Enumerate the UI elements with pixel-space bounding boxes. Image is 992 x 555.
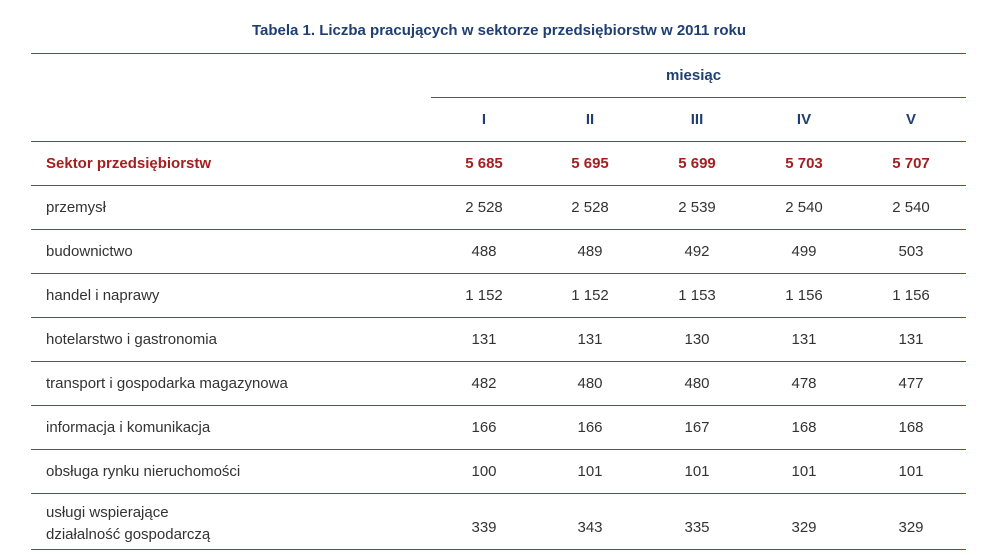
row-label: handel i naprawy [46, 287, 160, 304]
month-header: V [905, 111, 916, 128]
cell-value: 1 156 [785, 287, 823, 304]
month-header: I [481, 111, 487, 128]
month-header: IV [796, 111, 812, 128]
cell-value: 2 540 [892, 199, 930, 216]
month-group-header: miesiąc [666, 67, 722, 84]
cell-value: 478 [791, 375, 817, 392]
cell-value: 480 [577, 375, 603, 392]
cell-value: 5 695 [571, 155, 609, 172]
cell-value: 335 [684, 519, 710, 536]
cell-value: 1 152 [465, 287, 503, 304]
cell-value: 166 [577, 419, 603, 436]
cell-value: 480 [684, 375, 710, 392]
cell-value: 482 [471, 375, 497, 392]
cell-value: 499 [791, 243, 817, 260]
row-rule [31, 229, 966, 230]
header-rule [31, 141, 966, 142]
row-rule [31, 361, 966, 362]
cell-value: 2 528 [465, 199, 503, 216]
row-rule [31, 449, 966, 450]
cell-value: 100 [471, 463, 497, 480]
cell-value: 492 [684, 243, 710, 260]
cell-value: 5 707 [892, 155, 930, 172]
month-header: II [585, 111, 595, 128]
row-label: transport i gospodarka magazynowa [46, 375, 288, 392]
cell-value: 131 [898, 331, 924, 348]
table-title: Tabela 1. Liczba pracujących w sektorze przedsiębiorstw w 2011 roku [251, 22, 747, 39]
top-rule [31, 53, 966, 54]
cell-value: 101 [898, 463, 924, 480]
row-label: informacja i komunikacja [46, 419, 211, 436]
cell-value: 2 540 [785, 199, 823, 216]
row-rule [31, 185, 966, 186]
row-label: usługi wspierające [46, 504, 169, 521]
cell-value: 168 [791, 419, 817, 436]
row-label: budownictwo [46, 243, 133, 260]
cell-value: 131 [791, 331, 817, 348]
cell-value: 339 [471, 519, 497, 536]
cell-value: 5 703 [785, 155, 823, 172]
cell-value: 131 [471, 331, 497, 348]
cell-value: 1 153 [678, 287, 716, 304]
row-rule [31, 549, 966, 550]
row-rule [31, 405, 966, 406]
cell-value: 477 [898, 375, 924, 392]
row-label: Sektor przedsiębiorstw [46, 155, 212, 172]
row-rule [31, 317, 966, 318]
row-label: przemysł [46, 199, 107, 216]
group-header-rule [431, 97, 966, 98]
cell-value: 130 [684, 331, 710, 348]
cell-value: 503 [898, 243, 924, 260]
cell-value: 1 152 [571, 287, 609, 304]
cell-value: 131 [577, 331, 603, 348]
row-label: obsługa rynku nieruchomości [46, 463, 241, 480]
cell-value: 2 539 [678, 199, 716, 216]
cell-value: 168 [898, 419, 924, 436]
cell-value: 489 [577, 243, 603, 260]
cell-value: 343 [577, 519, 603, 536]
cell-value: 488 [471, 243, 497, 260]
row-rule [31, 273, 966, 274]
cell-value: 101 [791, 463, 817, 480]
cell-value: 2 528 [571, 199, 609, 216]
cell-value: 5 685 [465, 155, 503, 172]
row-rule [31, 493, 966, 494]
cell-value: 101 [684, 463, 710, 480]
cell-value: 167 [684, 419, 710, 436]
cell-value: 101 [577, 463, 603, 480]
month-header: III [690, 111, 704, 128]
cell-value: 329 [898, 519, 924, 536]
cell-value: 1 156 [892, 287, 930, 304]
cell-value: 5 699 [678, 155, 716, 172]
cell-value: 329 [791, 519, 817, 536]
cell-value: 166 [471, 419, 497, 436]
row-label: działalność gospodarczą [46, 526, 211, 543]
row-label: hotelarstwo i gastronomia [46, 331, 217, 348]
